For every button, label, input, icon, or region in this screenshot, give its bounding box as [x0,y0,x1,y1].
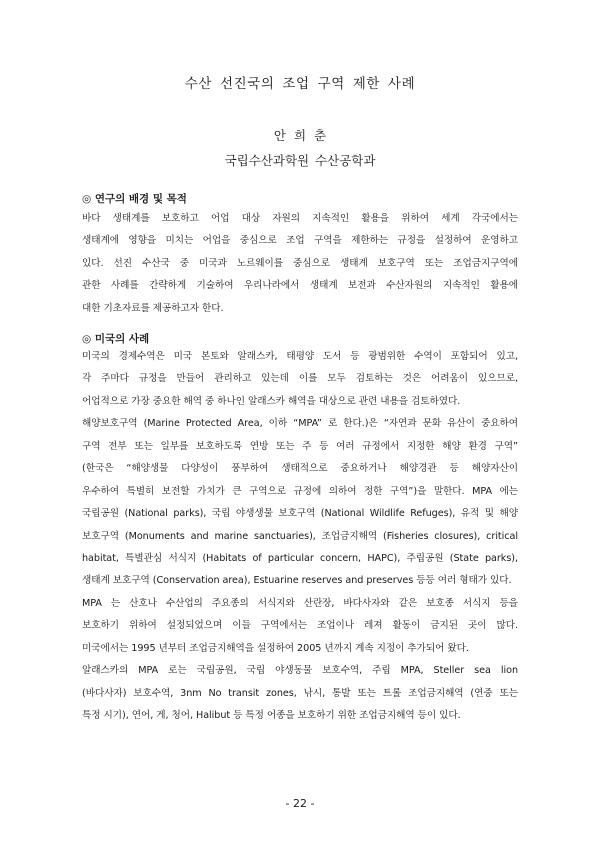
paragraph-line: MPA 는 산호나 수산업의 주요종의 서식지와 산란장, 바다사자와 같은 보호종 서식지 등을 [82,597,518,609]
page-number: - 22 - [285,797,315,810]
paragraph-line: 각 주마다 규정을 만들어 관리하고 있는데 이를 모두 검토하는 것은 어려움이 있으므로, [82,373,518,385]
paragraph-line: 어업적으로 가장 중요한 해역 중 하나인 알래스카 해역을 대상으로 관련 내용을 검토하였다. [82,395,461,407]
paragraph-line: 해양보호구역 (Marine Protected Area, 이하 “MPA” 로 한다.)은 “자연과 문화 유산이 중요하여 [82,418,518,430]
paragraph-line: habitat, 특별관심 서식지 (Habitats of particular concern, HAPC), 주립공원 (State parks), [82,552,518,564]
document-title: 수산 선진국의 조업 구역 제한 사례 [184,76,416,92]
section-heading-background: ◎ 연구의 배경 및 목적 [82,193,187,205]
section-body-usa [82,346,518,727]
paragraph-line: 보호구역 (Monuments and marine sanctuaries), 조업금지해역 (Fisheries closures), critical [82,530,518,542]
paragraph-line: (바다사자) 보호수역, 3nm No transit zones, 낚시, 통발 또는 트롤 조업금지해역 (연중 또는 [82,687,518,699]
paragraph-line: 대한 기초자료를 제공하고자 한다. [82,302,224,314]
paragraph-line: 있다. 선진 수산국 중 미국과 노르웨이를 중심으로 생태계 보호구역 또는 조업금지구역에 [82,257,518,269]
paragraph-line: 바다 생태계를 보호하고 어업 대상 자원의 지속적인 활용을 위하여 세계 각국에서는 [82,213,518,224]
paragraph-line: 구역 전부 또는 일부를 보호하도록 연방 또는 주 등 여러 규정에서 지정한 해양 환경 구역” [82,440,518,452]
paragraph-line: 국립공원 (National parks), 국립 야생생물 보호구역 (National Wildlife Refuges), 유적 및 해양 [82,508,518,520]
paragraph-line: 보호하기 위하여 설정되었으며 이들 구역에서는 조업이나 레져 활동이 금지된 곳이 많다. [82,620,518,632]
paragraph-line: 우수하여 특별히 보전할 가치가 큰 구역으로 규정에 의하여 정한 구역”)을 말한다. MPA 에는 [82,485,518,497]
section-heading-usa: ◎ 미국의 사례 [82,333,150,345]
paragraph-line: 생태계에 영향을 미치는 어업을 중심으로 조업 구역을 제한하는 규정을 설정하여 운영하고 [82,235,518,247]
author-affiliation: 국립수산과학원 수산공학과 [224,153,376,168]
paragraph-line: (한국은 “해양생물 다양성이 풍부하여 생태적으로 중요하거나 해양경관 등 해양자산이 [82,463,518,475]
paragraph-line: 특정 시기), 연어, 게, 청어, Halibut 등 특정 어종을 보호하기 위한 조업금지해역 등이 있다. [82,710,461,721]
author-name: 안 희 춘 [273,128,327,143]
paragraph-line: 알래스카의 MPA 로는 국립공원, 국립 야생동물 보호수역, 주립 MPA, Steller sea lion [82,665,518,677]
paragraph-line: 생태계 보호구역 (Conservation area), Estuarine reserves and preserves 등등 여러 형태가 있다. [82,575,512,587]
paragraph-line: 미국의 경제수역은 미국 본토와 알래스카, 태평양 도서 등 광범위한 수역이 포함되어 있고, [82,351,518,362]
section-body-background [82,208,518,320]
paragraph-line: 미국에서는 1995 년부터 조업금지해역을 설정하여 2005 년까지 계속 지정이 추가되어 왔다. [82,642,469,654]
paragraph-line: 관한 사례를 간략하게 기술하여 우리나라에서 생태계 보전과 수산자원의 지속적인 활용에 [82,280,518,292]
